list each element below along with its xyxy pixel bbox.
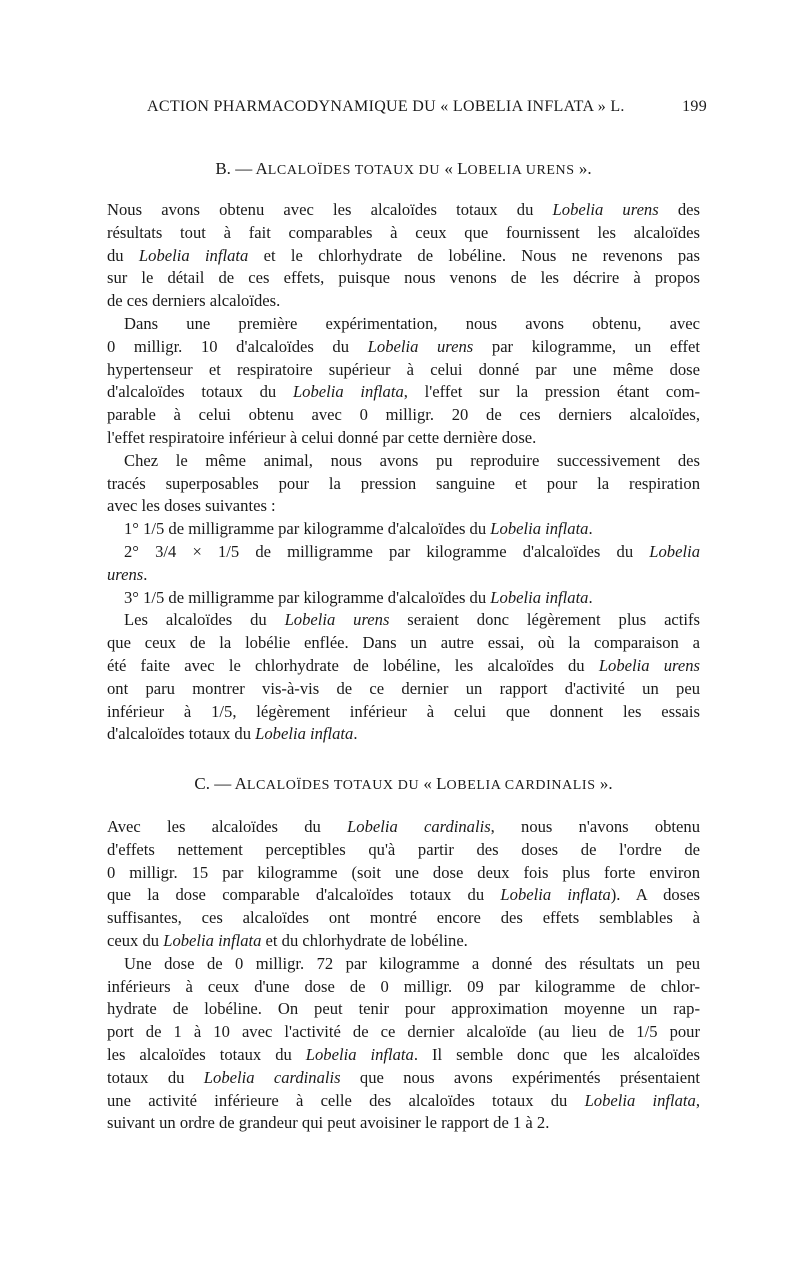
text-run: que ceux de la lobélie enflée. Dans un autre essai, où la comparaison a [107,633,700,653]
section-b-text [107,199,700,746]
text-run: des [658,200,700,219]
text-line [107,564,700,587]
italic-species-name: Lobelia inflata [500,885,611,905]
text-run: , nous n'avons obtenu [490,817,700,836]
text-line [107,930,700,953]
text-run: port de 1 à 10 avec l'activité de ce dernier alcaloïde (au lieu de 1/5 pour [107,1022,700,1042]
text-line [107,313,700,336]
text-line [107,723,700,746]
section-title-smallcaps: OBELIA URENS [467,163,575,178]
text-run: tracés superposables pour la pression sanguine et pour la respiration [107,473,700,493]
text-run: hypertenseur et respiratoire supérieur à celui donné par une même dose [107,359,700,379]
text-run: avec les doses suivantes : [107,496,276,516]
italic-species-name: Lobelia inflata [292,382,404,402]
text-line [107,1021,700,1044]
page-number: 199 [682,98,707,115]
text-line [107,1067,700,1090]
section-title-initial: A [234,774,247,793]
text-line [107,816,700,839]
text-line [107,884,700,907]
text-line [107,609,700,632]
text-line [107,199,700,222]
section-title-quote-open: « [419,774,437,793]
section-title-initial: A [255,159,268,178]
text-line [107,381,700,404]
text-run: suivant un ordre de grandeur qui peut avoisiner le rapport de 1 à 2. [107,1113,550,1133]
text-line [107,1112,700,1135]
text-run: ont paru montrer vis-à-vis de ce dernier un rapport d'activité un peu [107,678,700,698]
text-run: du [107,245,139,265]
italic-species-name: Lobelia urens [598,655,700,675]
text-run: ). A doses [610,885,701,905]
text-run: d'effets nettement perceptibles qu'à partir des doses de l'ordre de [107,839,700,859]
text-line [107,678,700,701]
text-line [107,862,700,885]
italic-species-name: Lobelia inflata [490,519,589,539]
text-line [107,359,700,382]
italic-species-name: Lobelia inflata [490,587,589,607]
text-run: 0 milligr. 10 d'alcaloïdes du [107,336,368,356]
text-line [107,267,700,290]
section-dash: — [214,774,232,793]
text-line [107,839,700,862]
text-line [107,495,700,518]
text-run: Avec les alcaloïdes du [107,817,348,836]
text-run: suffisantes, ces alcaloïdes ont montré encore des effets semblables à [107,908,700,928]
text-run: . [143,564,148,584]
text-run: Dans une première expérimentation, nous avons obtenu, avec [124,313,700,333]
text-line [107,518,700,541]
text-line [107,998,700,1021]
text-line [107,976,700,999]
text-run: l'effet respiratoire inférieur à celui donné par cette dernière dose. [107,427,537,447]
text-line [107,701,700,724]
text-line [107,450,700,473]
text-line [107,1090,700,1113]
text-run: résultats tout à fait comparables à ceux que fournissent les alcaloïdes [107,222,700,242]
italic-species-name: Lobelia inflata [584,1090,696,1110]
text-run: . Il semble donc que les alcaloïdes [413,1044,700,1064]
text-run: une activité inférieure à celle des alcaloïdes totaux du [107,1090,585,1110]
text-line [107,587,700,610]
text-run: d'alcaloïdes totaux du [107,382,293,402]
section-c-text [107,816,700,1135]
italic-species-name: Lobelia [649,541,700,561]
text-run: . [588,587,593,607]
text-run: été faite avec le chlorhydrate de lobéline, les alcaloïdes du [107,655,599,675]
section-letter: B. [215,159,231,178]
italic-species-name: Lobelia urens [367,336,474,356]
text-line [107,953,700,976]
text-line [107,907,700,930]
running-head-title: ACTION PHARMACODYNAMIQUE DU « LOBELIA INFLATA » L. [147,98,625,115]
text-run: . [588,519,593,539]
text-run: que nous avons expérimentés présentaient [340,1067,700,1087]
italic-species-name: Lobelia cardinalis [347,817,491,836]
text-run: Une dose de 0 milligr. 72 par kilogramme a donné des résultats un peu [124,953,700,973]
text-run: , [695,1090,700,1110]
section-title-quote-close: ». [574,159,592,178]
italic-species-name: urens [107,564,144,584]
text-line [107,336,700,359]
text-run: inférieurs à ceux d'une dose de 0 milligr. 09 par kilogramme de chlor- [107,976,700,996]
text-run: hydrate de lobéline. On peut tenir pour approximation moyenne un rap- [107,999,700,1019]
section-title-smallcaps: OBELIA CARDINALIS [446,778,596,793]
text-run: 1° 1/5 de milligramme par kilogramme d'alcaloïdes du [124,519,491,539]
text-line [107,541,700,564]
text-run: Nous avons obtenu avec les alcaloïdes totaux du [107,200,553,219]
italic-species-name: Lobelia inflata [163,930,262,950]
text-run: inférieur à 1/5, légèrement inférieur à celui que donnent les essais [107,701,700,721]
text-line [107,222,700,245]
text-run: totaux du [107,1067,204,1087]
section-title-smallcaps: LCALOÏDES TOTAUX DU [246,778,420,793]
text-run: parable à celui obtenu avec 0 milligr. 20 de ces derniers alcaloïdes, [107,405,700,425]
text-run: . [353,724,358,744]
text-run: que la dose comparable d'alcaloïdes totaux du [107,885,501,905]
text-line [107,473,700,496]
text-run: ceux du [107,930,164,950]
section-title-b [107,158,700,182]
text-run: seraient donc légèrement plus actifs [389,610,701,630]
italic-species-name: Lobelia inflata [305,1044,414,1064]
text-run: et le chlorhydrate de lobéline. Nous ne revenons pas [248,245,701,265]
italic-species-name: Lobelia inflata [255,724,354,744]
text-run: 2° 3/4 × 1/5 de milligramme par kilogramme d'alcaloïdes du [124,541,650,561]
section-title-quote-close: ». [595,774,613,793]
text-run: , l'effet sur la pression étant com- [403,382,700,402]
italic-species-name: Lobelia cardinalis [203,1067,341,1087]
text-line [107,245,700,268]
italic-species-name: Lobelia inflata [138,245,249,265]
text-run: Les alcaloïdes du [124,610,285,630]
section-title-initial: L [436,774,447,793]
section-title-smallcaps: LCALOÏDES TOTAUX DU [267,163,441,178]
text-run: par kilogramme, un effet [473,336,700,356]
section-dash: — [235,159,253,178]
text-run: 0 milligr. 15 par kilogramme (soit une dose deux fois plus forte environ [107,862,700,882]
text-run: et du chlorhydrate de lobéline. [261,930,468,950]
text-run: Chez le même animal, nous avons pu reproduire successivement des [124,450,700,470]
text-line [107,1044,700,1067]
text-line [107,404,700,427]
section-title-quote-open: « [440,159,458,178]
section-letter: C. [194,774,210,793]
text-line [107,290,700,313]
section-title-c [107,773,700,797]
text-line [107,655,700,678]
running-head [147,97,707,117]
text-run: de ces derniers alcaloïdes. [107,291,281,311]
text-run: les alcaloïdes totaux du [107,1044,306,1064]
text-run: d'alcaloïdes totaux du [107,724,256,744]
text-line [107,427,700,450]
section-title-initial: L [457,159,468,178]
text-run: 3° 1/5 de milligramme par kilogramme d'alcaloïdes du [124,587,491,607]
italic-species-name: Lobelia urens [284,610,390,630]
italic-species-name: Lobelia urens [552,200,659,219]
text-run: sur le détail de ces effets, puisque nous venons de les décrire à propos [107,268,700,288]
text-line [107,632,700,655]
